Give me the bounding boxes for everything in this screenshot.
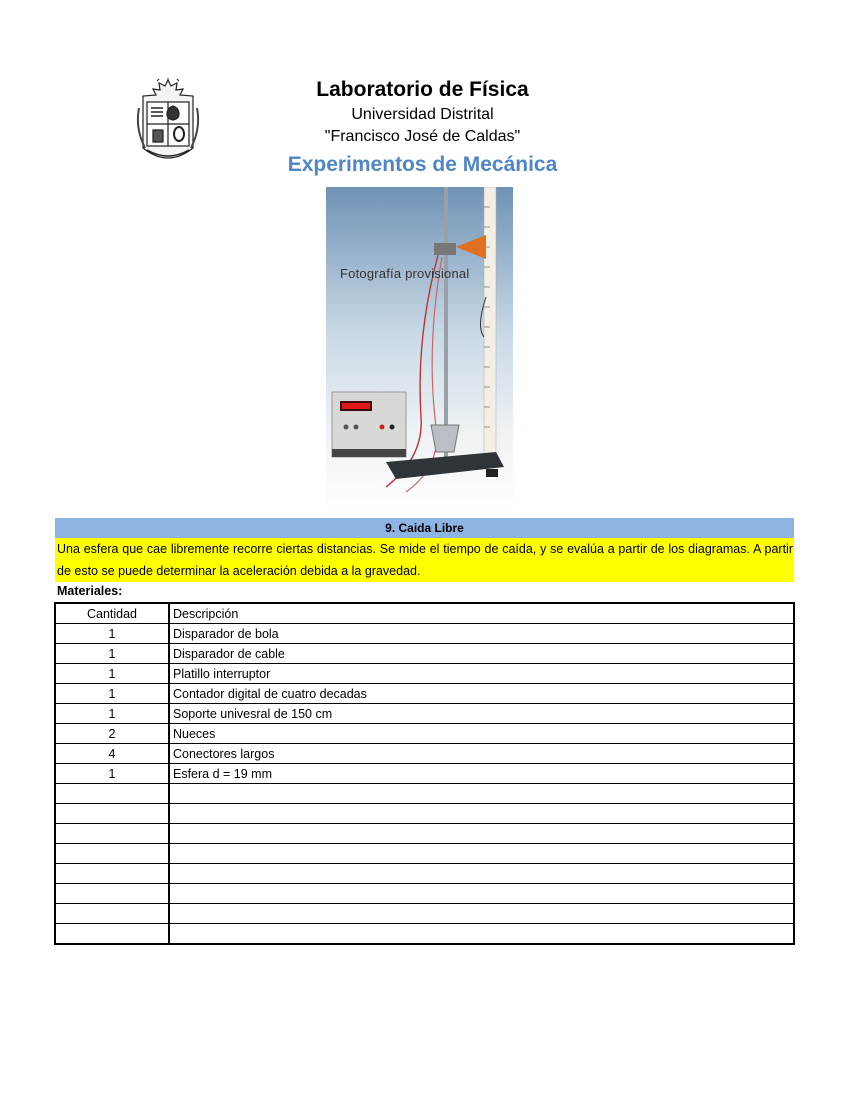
table-row: [55, 844, 794, 864]
cell-description: Nueces: [169, 724, 794, 744]
section-title: Experimentos de Mecánica: [287, 153, 558, 176]
cell-description: [169, 804, 794, 824]
cell-quantity: 1: [55, 704, 169, 724]
table-row: [55, 664, 794, 684]
cell-quantity: [55, 784, 169, 804]
table-row: [55, 704, 794, 724]
experiment-title: 9. Caida Libre: [55, 518, 794, 538]
cell-description: Disparador de bola: [169, 624, 794, 644]
cell-quantity: 1: [55, 684, 169, 704]
cell-quantity: 2: [55, 724, 169, 744]
cell-description: [169, 864, 794, 884]
cell-description: [169, 844, 794, 864]
cell-description: [169, 904, 794, 924]
cell-description: [169, 824, 794, 844]
table-row: [55, 864, 794, 884]
table-header-row: [55, 603, 794, 624]
table-row: [55, 624, 794, 644]
cell-quantity: [55, 824, 169, 844]
university: Universidad Distrital: [351, 106, 494, 123]
column-header-quantity: Cantidad: [55, 603, 169, 624]
table-row: [55, 804, 794, 824]
cell-quantity: [55, 884, 169, 904]
university-seal-logo: [133, 78, 203, 166]
cell-description: Contador digital de cuatro decadas: [169, 684, 794, 704]
table-row: [55, 724, 794, 744]
table-row: [55, 884, 794, 904]
column-header-description: Descripción: [169, 603, 794, 624]
cell-description: Esfera d = 19 mm: [169, 764, 794, 784]
cell-quantity: 1: [55, 764, 169, 784]
university-name: "Francisco José de Caldas": [324, 128, 521, 145]
cell-quantity: [55, 844, 169, 864]
lab-title: Laboratorio de Física: [316, 78, 529, 101]
cell-quantity: [55, 864, 169, 884]
cell-description: Disparador de cable: [169, 644, 794, 664]
cell-description: [169, 884, 794, 904]
table-row: [55, 744, 794, 764]
cell-description: [169, 784, 794, 804]
cell-quantity: 1: [55, 644, 169, 664]
materials-label: Materiales:: [57, 584, 123, 598]
experiment-description: Una esfera que cae libremente recorre ciertas distancias. Se mide el tiempo de caída, y se evalúa a partir de los diagramas. A partir de esto se puede determinar la aceleración debida a la gravedad.: [55, 538, 794, 582]
table-row: [55, 824, 794, 844]
cell-quantity: [55, 804, 169, 824]
cell-description: Platillo interruptor: [169, 664, 794, 684]
header: [250, 76, 595, 180]
table-row: [55, 644, 794, 664]
cell-description: Soporte univesral de 150 cm: [169, 704, 794, 724]
cell-quantity: 1: [55, 624, 169, 644]
cell-quantity: 4: [55, 744, 169, 764]
table-row: [55, 784, 794, 804]
cell-quantity: [55, 904, 169, 924]
materials-table: [54, 602, 795, 945]
table-row: [55, 904, 794, 924]
cell-quantity: [55, 924, 169, 945]
cell-description: Conectores largos: [169, 744, 794, 764]
cell-quantity: 1: [55, 664, 169, 684]
table-row: [55, 764, 794, 784]
table-row: [55, 684, 794, 704]
cell-description: [169, 924, 794, 945]
photo-caption: Fotografía provisional: [340, 266, 470, 281]
table-row: [55, 924, 794, 945]
apparatus-photo: [326, 187, 513, 513]
